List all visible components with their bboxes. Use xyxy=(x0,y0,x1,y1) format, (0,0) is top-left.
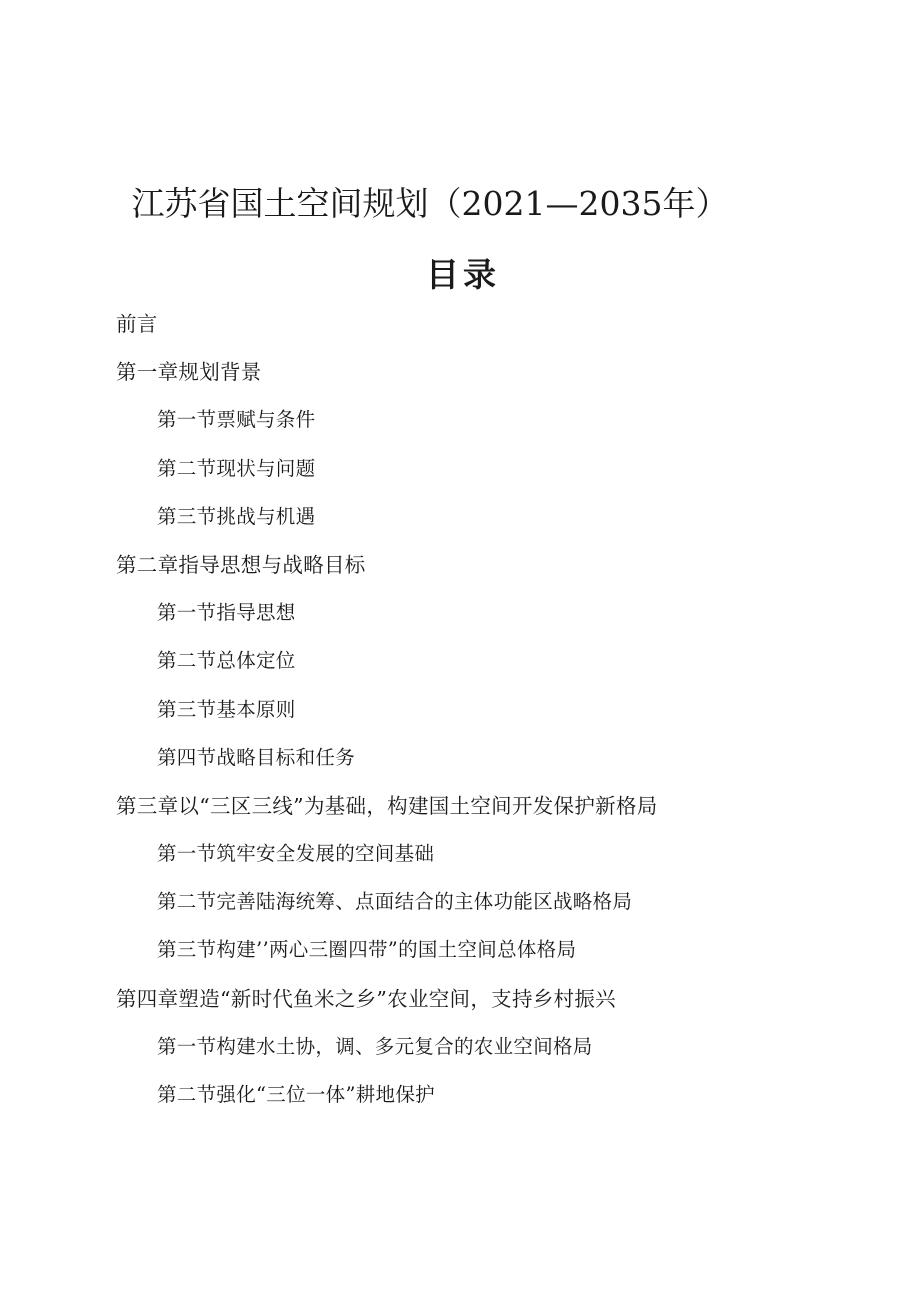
toc-section-entry: 第三节基本原则 xyxy=(157,697,296,721)
toc-section-entry: 第三节挑战与机遇 xyxy=(157,504,316,528)
toc-section-entry: 第一节票赋与条件 xyxy=(157,408,316,432)
toc-chapter-entry: 前言 xyxy=(116,312,158,336)
toc-section-entry: 第一节筑牢安全发展的空间基础 xyxy=(157,842,435,866)
toc-section-entry: 第二节完善陆海统筹、点面结合的主体功能区战略格局 xyxy=(157,890,633,914)
toc-section-entry: 第四节战略目标和任务 xyxy=(157,745,356,769)
toc-chapter-entry: 第二章指导思想与战略目标 xyxy=(116,552,366,577)
toc-section-entry: 第二节强化“三位一体”耕地保护 xyxy=(157,1083,435,1106)
toc-section-entry: 第二节现状与问题 xyxy=(157,456,316,480)
toc-section-entry: 第三节构建’’两心三圈四带”的国土空间总体格局 xyxy=(157,938,577,962)
toc-section-entry: 第二节总体定位 xyxy=(157,649,296,673)
toc-section-entry: 第一节指导思想 xyxy=(157,601,296,625)
toc-section-entry: 第一节构建水土协，调、多元复合的农业空间格局 xyxy=(157,1034,593,1058)
document-title: 江苏省国土空间规划（2021—2035年） xyxy=(131,184,729,224)
toc-chapter-entry: 第四章塑造“新时代鱼米之乡”农业空间，支持乡村振兴 xyxy=(116,986,616,1011)
toc-chapter-entry: 第三章以“三区三线”为基础，构建国土空间开发保护新格局 xyxy=(116,793,658,818)
toc-chapter-entry: 第一章规划背景 xyxy=(116,360,262,385)
toc-heading: 目录 xyxy=(426,255,500,295)
table-of-contents xyxy=(0,306,920,1125)
